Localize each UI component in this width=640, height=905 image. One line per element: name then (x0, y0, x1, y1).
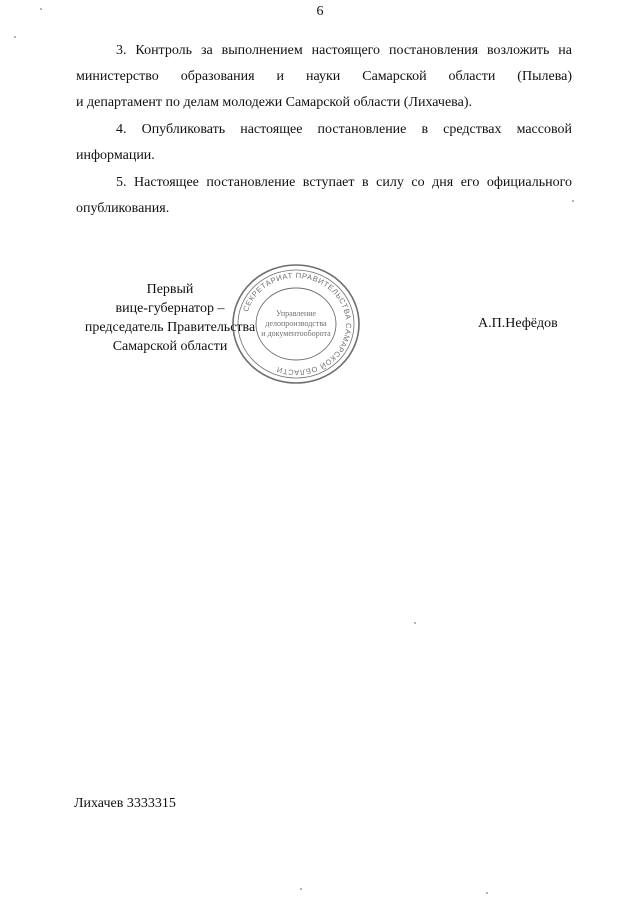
signatory-title-line: Первый (146, 282, 194, 297)
official-stamp (230, 262, 362, 386)
signatory-title-line: Самарской области (112, 339, 228, 354)
scan-speck (572, 200, 574, 202)
stamp-inner-line: делопроизводства (265, 319, 327, 328)
page-number: 6 (316, 4, 324, 19)
paragraph-line: опубликования. (76, 201, 170, 216)
paragraph-line: 4. Опубликовать настоящее постановление в средствах массовой (116, 122, 572, 137)
scan-speck (486, 892, 488, 894)
paragraph-line: информации. (76, 148, 155, 163)
stamp-inner-line: Управление (275, 309, 317, 318)
paragraph-4 (76, 117, 572, 169)
paragraph-line: 5. Настоящее постановление вступает в силу со дня его официального (116, 175, 572, 190)
executor-contact: Лихачев 3333315 (74, 796, 176, 811)
stamp-ring-text: СЕКРЕТАРИАТ ПРАВИТЕЛЬСТВА САМАРСКОЙ ОБЛАСТИ (241, 270, 354, 378)
signatory-title-line: председатель Правительства (84, 320, 256, 335)
paragraph-5 (76, 170, 572, 222)
scan-speck (414, 622, 416, 624)
paragraph-line: и департамент по делам молодежи Самарской области (Лихачева). (76, 95, 472, 110)
stamp-inner-line: и документооборота (261, 329, 331, 338)
scan-speck (40, 8, 42, 10)
paragraph-3 (76, 38, 572, 116)
paragraph-line: министерство образования и науки Самарской области (Пылева) (76, 69, 572, 84)
scan-speck (14, 36, 16, 38)
signatory-name: А.П.Нефёдов (478, 316, 558, 331)
signatory-title-line: вице-губернатор – (115, 301, 225, 316)
scan-speck (300, 888, 302, 890)
paragraph-line: 3. Контроль за выполнением настоящего постановления возложить на (116, 43, 572, 58)
